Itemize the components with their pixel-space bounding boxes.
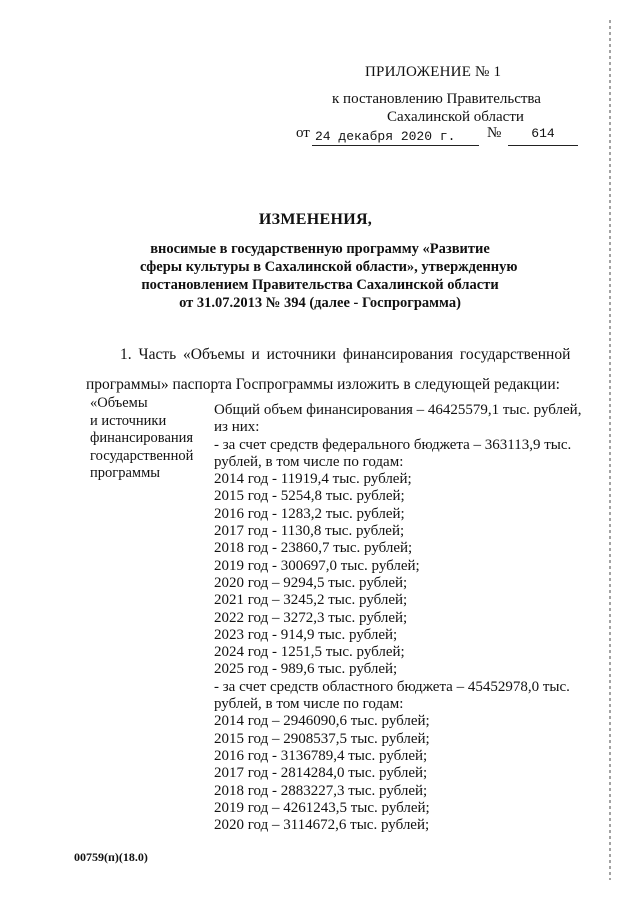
table-left-column bbox=[90, 395, 193, 483]
financing-line: 2019 год – 4261243,5 тыс. рублей; bbox=[214, 799, 430, 816]
financing-line: 2019 год - 300697,0 тыс. рублей; bbox=[214, 557, 420, 574]
financing-line: из них: bbox=[214, 419, 260, 436]
financing-line: 2018 год - 23860,7 тыс. рублей; bbox=[214, 540, 413, 557]
document-title: ИЗМЕНЕНИЯ, bbox=[258, 211, 373, 228]
financing-line: 2020 год – 9294,5 тыс. рублей; bbox=[214, 574, 408, 591]
subtitle-line: вносимые в государственную программу «Развитие bbox=[150, 241, 490, 257]
financing-line: 2021 год – 3245,2 тыс. рублей; bbox=[214, 592, 408, 609]
financing-line: 2014 год - 11919,4 тыс. рублей; bbox=[214, 471, 412, 488]
paragraph-line-2: программы» паспорта Госпрограммы изложить в следующей редакции: bbox=[86, 376, 560, 393]
subtitle-line: постановлением Правительства Сахалинской области bbox=[141, 277, 499, 293]
paragraph-line-1: 1. Часть «Объемы и источники финансирования государственной bbox=[120, 346, 571, 363]
document-subtitle bbox=[140, 240, 518, 312]
financing-line: 2025 год - 989,6 тыс. рублей; bbox=[214, 661, 398, 678]
financing-line: 2022 год – 3272,3 тыс. рублей; bbox=[214, 609, 408, 626]
appendix-title: ПРИЛОЖЕНИЕ № 1 bbox=[365, 64, 502, 80]
financing-line: рублей, в том числе по годам: bbox=[214, 696, 404, 713]
number-prefix: № bbox=[487, 125, 502, 141]
financing-line: 2014 год – 2946090,6 тыс. рублей; bbox=[214, 713, 430, 730]
financing-line: 2020 год – 3114672,6 тыс. рублей; bbox=[214, 817, 430, 834]
date-number-row bbox=[296, 125, 596, 147]
financing-line: Общий объем финансирования – 46425579,1 тыс. рублей, bbox=[214, 402, 582, 418]
date-value: 24 декабря 2020 г. bbox=[312, 129, 479, 146]
subtitle-line: сферы культуры в Сахалинской области», утвержденную bbox=[140, 259, 518, 275]
financing-line: 2023 год - 914,9 тыс. рублей; bbox=[214, 626, 398, 643]
footer-code: 00759(п)(18.0) bbox=[74, 850, 148, 864]
financing-line: 2024 год - 1251,5 тыс. рублей; bbox=[214, 644, 405, 661]
table-right-column bbox=[214, 402, 581, 834]
subtitle-line: от 31.07.2013 № 394 (далее - Госпрограмма) bbox=[179, 295, 461, 311]
left-col-line: государственной bbox=[90, 447, 194, 464]
financing-line: 2015 год – 2908537,5 тыс. рублей; bbox=[214, 730, 430, 747]
financing-line: 2018 год - 2883227,3 тыс. рублей; bbox=[214, 782, 428, 799]
date-prefix: от bbox=[296, 125, 310, 141]
number-value: 614 bbox=[508, 126, 578, 146]
financing-line: 2016 год - 3136789,4 тыс. рублей; bbox=[214, 747, 428, 764]
financing-line: 2017 год - 2814284,0 тыс. рублей; bbox=[214, 765, 428, 782]
reference-line-2: Сахалинской области bbox=[387, 109, 524, 125]
left-col-line: и источники bbox=[90, 412, 167, 429]
left-col-line: финансирования bbox=[90, 430, 194, 446]
financing-line: 2015 год - 5254,8 тыс. рублей; bbox=[214, 488, 405, 505]
financing-line: - за счет средств федерального бюджета – 363113,9 тыс. bbox=[214, 436, 572, 453]
reference-line-1: к постановлению Правительства bbox=[332, 91, 541, 107]
financing-line: 2016 год - 1283,2 тыс. рублей; bbox=[214, 505, 405, 522]
left-col-line: «Объемы bbox=[90, 395, 148, 411]
financing-line: - за счет средств областного бюджета – 45452978,0 тыс. bbox=[214, 678, 570, 695]
left-col-line: программы bbox=[90, 465, 160, 481]
financing-line: 2017 год - 1130,8 тыс. рублей; bbox=[214, 523, 405, 540]
scan-edge-artifact bbox=[609, 20, 611, 880]
financing-line: рублей, в том числе по годам: bbox=[214, 453, 404, 470]
